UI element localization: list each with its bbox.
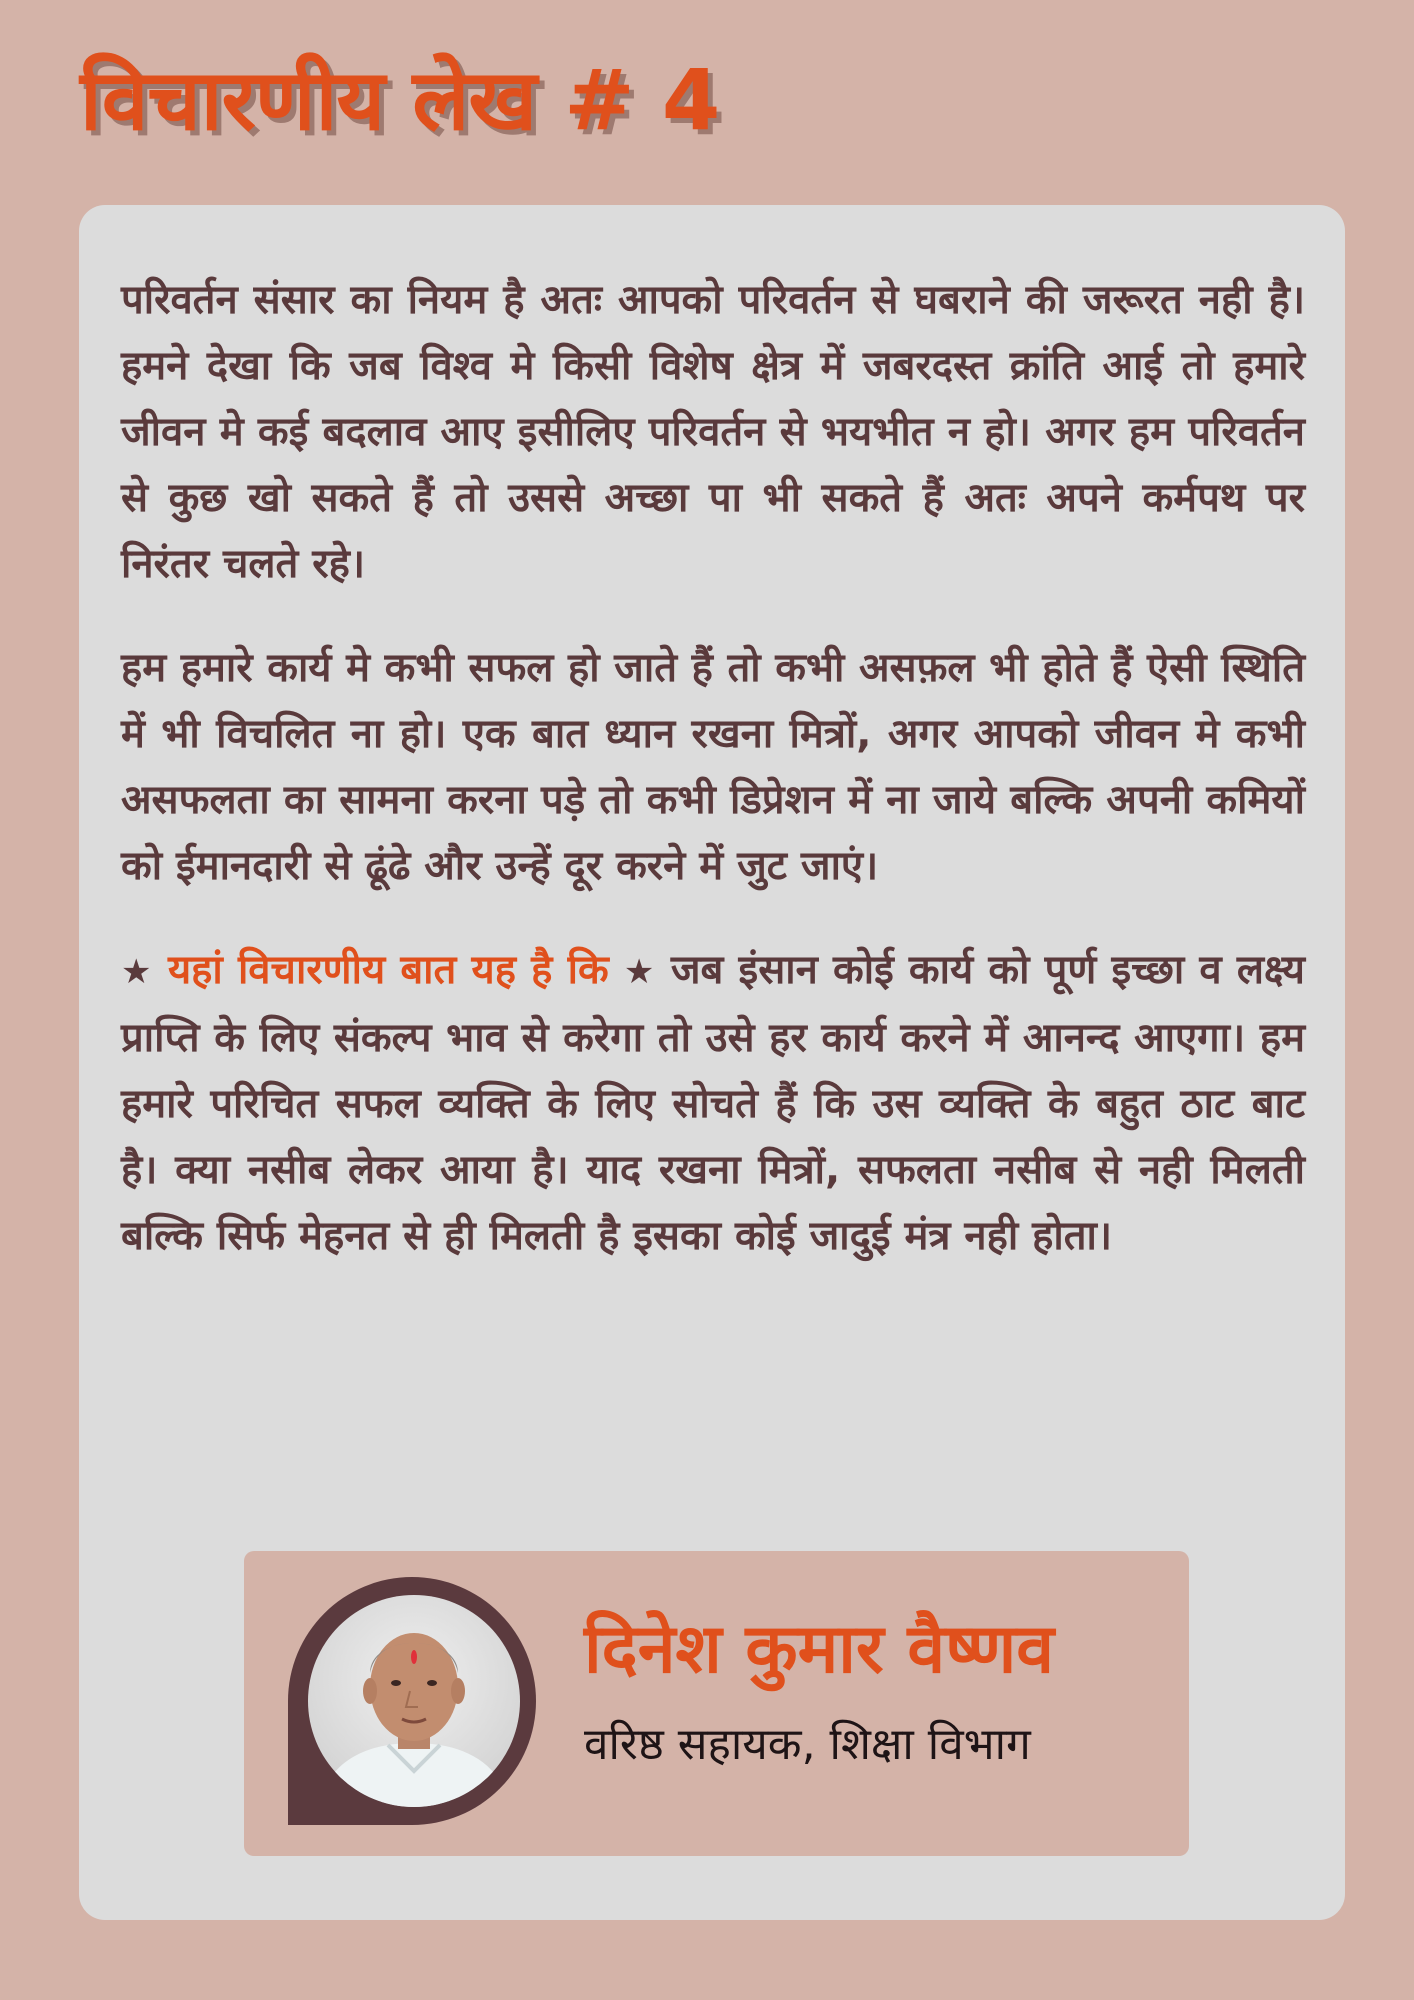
article-paragraph-3: [121, 937, 1305, 1269]
article-paragraph-2: हम हमारे कार्य मे कभी सफल हो जाते हैं तो कभी असफ़ल भी होते हैं ऐसी स्थिति में भी विचलित ना हो। एक बात ध्यान रखना मित्रों, अगर आपको जीवन मे कभी असफलता का सामना करना पड़े तो कभी डिप्रेशन में ना जाये बल्कि अपनी कमियों को ईमानदारी से ढूंढे और उन्हें दूर करने में जुट जाएं।: [121, 645, 1305, 889]
author-photo: [308, 1595, 520, 1807]
article-paragraph-1: परिवर्तन संसार का नियम है अतः आपको परिवर्तन से घबराने की जरूरत नही है। हमने देखा कि जब विश्व मे किसी विशेष क्षेत्र में जबरदस्त क्रांति आई तो हमारे जीवन मे कई बदलाव आए इसीलिए परिवर्तन से भयभीत न हो। अगर हम परिवर्तन से कुछ खो सकते हैं तो उससे अच्छा पा भी सकते हैं अतः अपने कर्मपथ पर निरंतर चलते रहे।: [121, 277, 1305, 587]
star-icon: ★: [623, 952, 656, 992]
author-name: दिनेश कुमार वैष्णव: [584, 1610, 1055, 1689]
article-body: [121, 267, 1305, 1307]
author-card: [244, 1551, 1189, 1856]
page-title: विचारणीय लेख # 4: [80, 51, 720, 149]
avatar: [288, 1577, 536, 1825]
star-icon: ★: [121, 952, 153, 992]
author-role: वरिष्ठ सहायक, शिक्षा विभाग: [584, 1719, 1031, 1770]
article-card: [79, 205, 1345, 1920]
paragraph-3-text: जब इंसान कोई कार्य को पूर्ण इच्छा व लक्ष्य प्राप्ति के लिए संकल्प भाव से करेगा तो उसे हर कार्य करने में आनन्द आएगा। हम हमारे परिचित सफल व्यक्ति के लिए सोचते हैं कि उस व्यक्ति के बहुत ठाट बाट है। क्या नसीब लेकर आया है। याद रखना मित्रों, सफलता नसीब से नही मिलती बल्कि सिर्फ मेहनत से ही मिलती है इसका कोई जादुई मंत्र नही होता।: [121, 947, 1305, 1259]
portrait-icon: [308, 1595, 520, 1807]
highlight-phrase: यहां विचारणीय बात यह है कि: [167, 947, 609, 993]
